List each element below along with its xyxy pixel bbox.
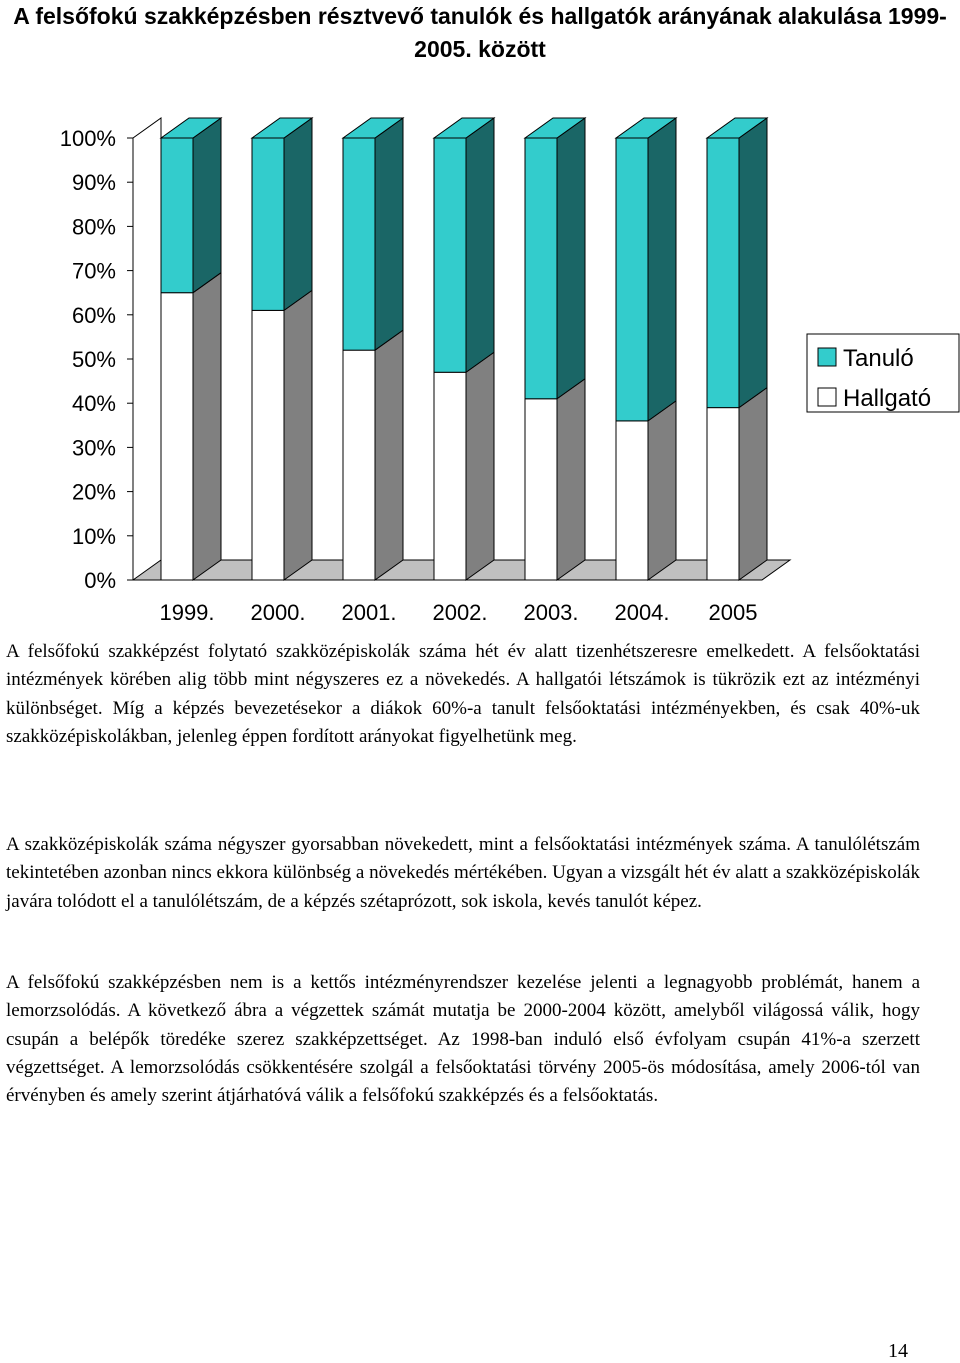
bar-hallgato-side — [193, 273, 221, 580]
bar-tanulo — [616, 138, 648, 421]
bar-hallgato — [161, 293, 193, 580]
legend-swatch-tanulo — [818, 348, 836, 366]
x-tick-label: 2005 — [708, 600, 758, 625]
paragraph-3: A felsőfokú szakképzésben nem is a kettős intézményrendszer kezelése jelenti a legnagyobb problémát, hanem a lemorzsolódás. A következő ábra a végzettek számát mutatja be 2000-2004 között, amelyből világossá válik, hogy csupán a belépők töredéke szerez szakképzettséget. Az 1998-ban induló első évfolyam csupán 41%-a szerzett végzettséget. A lemorzsolódás csökkentésére szolgál a felsőoktatási törvény 2005-ös módosítása, amely 2006-tól van érvényben és amely szerint átjárhatóvá válik a felsőfokú szakképzés és a felsőoktatás. — [6, 972, 920, 1107]
paragraph-2: A szakközépiskolák száma négyszer gyorsabban növekedett, mint a felsőoktatási intézmények száma. A tanulólétszám tekintetében azonban nincs ekkora különbség a növekedés mértékében. Ugyan a vizsgált hét év alatt a szakközépiskolák javára tolódott el a tanulólétszám, de a képzés szétaprózott, sok iskola, kevés tanulót képez. — [6, 834, 920, 912]
y-tick-label: 30% — [71, 435, 116, 461]
bar-hallgato-side — [557, 379, 585, 580]
chart-bars — [161, 118, 767, 580]
bar-hallgato — [252, 310, 284, 580]
bar-tanulo — [252, 138, 284, 310]
bar-tanulo-side — [648, 118, 676, 421]
bar-tanulo-side — [193, 118, 221, 293]
bar-hallgato — [616, 421, 648, 580]
legend-label-hallgato: Hallgató — [843, 385, 932, 412]
bar-tanulo-side — [557, 118, 585, 399]
x-tick-label: 1999. — [159, 600, 215, 625]
y-tick-label: 40% — [71, 391, 116, 417]
x-tick-label: 2000. — [250, 600, 306, 625]
bar-tanulo-side — [375, 118, 403, 350]
paragraph-1: A felsőfokú szakképzést folytató szakközépiskolák száma hét év alatt tizenhétszeresre emelkedett. A felsőoktatási intézmények körében alig több mint négyszeres ez a növekedés. A hallgatói létszámok is tükrözik ezt az intézményi különbséget. Míg a képzés bevezetésekor a diákok 60%-a tanult felsőoktatási intézményekben, és csak 40%-uk szakközépiskolákban, jelenleg éppen fordított arányokat figyelhetünk meg. — [6, 641, 920, 747]
bar-tanulo — [161, 138, 193, 293]
page-number: 14 — [888, 1340, 908, 1362]
bar-hallgato-side — [375, 330, 403, 580]
y-tick-label: 90% — [71, 170, 116, 196]
y-tick-label: 20% — [71, 479, 116, 505]
y-tick-label: 80% — [71, 214, 116, 240]
x-tick-label: 2002. — [432, 600, 488, 625]
bar-hallgato — [434, 372, 466, 580]
bar-hallgato — [343, 350, 375, 580]
bar-hallgato-side — [466, 352, 494, 580]
bar-tanulo — [525, 138, 557, 399]
bar-tanulo — [707, 138, 739, 408]
y-axis-ticks — [60, 126, 133, 593]
bar-tanulo-side — [739, 118, 767, 408]
left-wall — [133, 118, 161, 580]
y-tick-label: 50% — [71, 347, 116, 372]
bar-hallgato-side — [648, 401, 676, 580]
y-tick-label: 70% — [71, 258, 116, 284]
legend-swatch-hallgato — [818, 388, 836, 406]
bar-tanulo-side — [466, 118, 494, 372]
y-tick-label: 10% — [71, 523, 116, 549]
bar-hallgato-side — [284, 290, 312, 580]
y-tick-label: 0% — [84, 568, 116, 593]
x-axis-labels — [159, 600, 757, 625]
bar-hallgato — [525, 399, 557, 580]
x-tick-label: 2003. — [523, 600, 579, 625]
page-title: A felsőfokú szakképzésben résztvevő tanulók és hallgatók arányának alakulása 1999- 2005. között — [13, 3, 947, 62]
y-tick-label: 60% — [71, 302, 116, 328]
y-tick-label: 100% — [59, 126, 116, 151]
x-tick-label: 2004. — [614, 600, 670, 625]
legend — [807, 334, 959, 412]
bar-hallgato — [707, 408, 739, 580]
bar-tanulo-side — [284, 118, 312, 310]
x-tick-label: 2001. — [341, 600, 397, 625]
stacked-bar-chart — [0, 100, 960, 630]
legend-label-tanulo: Tanuló — [843, 345, 914, 372]
bar-hallgato-side — [739, 388, 767, 580]
bar-tanulo — [434, 138, 466, 372]
bar-tanulo — [343, 138, 375, 350]
